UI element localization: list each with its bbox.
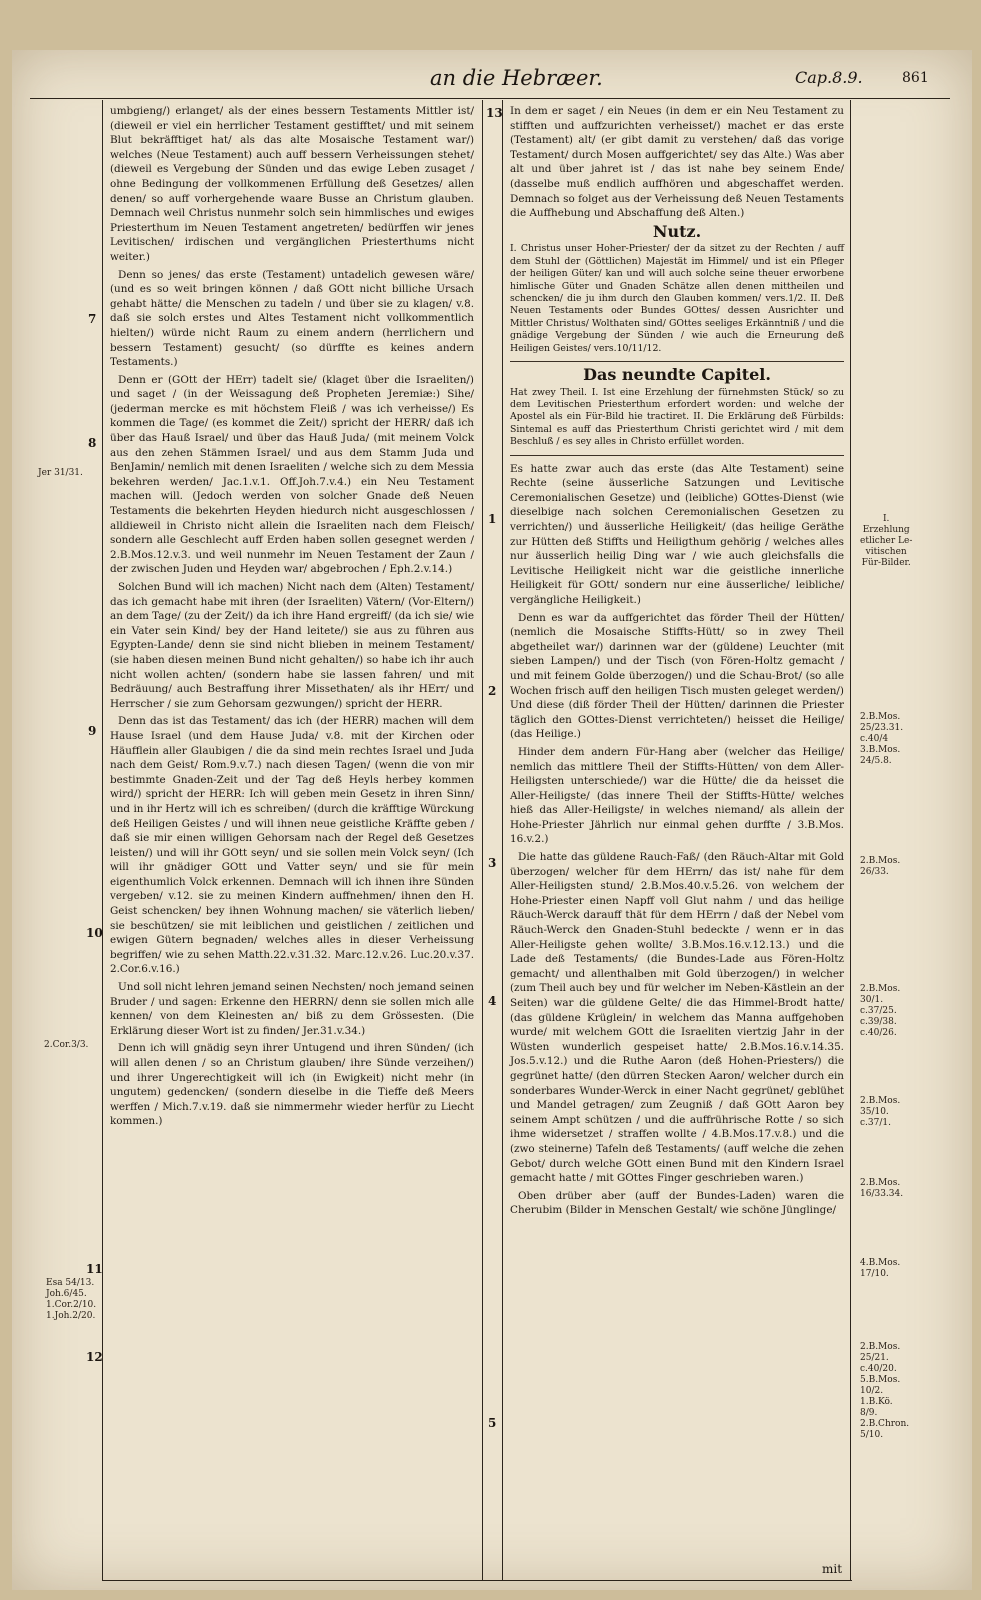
verse-number: 3 <box>488 856 497 870</box>
right-text-column <box>510 104 844 1221</box>
bottom-rule <box>102 1580 852 1581</box>
verse-text: Denn er (GOtt der HErr) tadelt sie/ (klaget über die Israeliten/) und saget / (in der Weissagung deß Propheten Jeremiæ:) Sihe/ (jederman mercke es mit höchstem Fleiß / was ich verheisse/) Es kommen die Tage/ (es kommet die Zeit/) spricht der HERR/ daß ich über das Hauß Israel/ und über das Hauß Juda/ (mit meinem Volck aus den zehen Stämmen Israel/ und aus dem Stamm Juda und BenJamin/ nemlich mit denen Israeliten / welche sich zu dem Messia bekehren werden/ Jac.1.v.1. Off.Joh.7.v.4.) ein Neu Testament machen will. (Jedoch werden von solcher Gnade deß Neuen Testaments die bekehrten Heyden hiedurch nicht ausgeschlossen / alldieweil in Christo nicht allein die Israeliten nach dem Fleisch/ sondern alle Geschlecht auff Erden haben sollen gesegnet werden / 2.B.Mos.12.v.3. und weil nunmehr im Neuen Testament der Zaun / der zwischen Juden und Heyden war/ abgebrochen / Eph.2.v.14.) <box>110 373 474 576</box>
verse-number: 4 <box>488 994 497 1008</box>
margin-reference: 4.B.Mos. 17/10. <box>860 1258 901 1279</box>
chapter-indicator: Cap.8.9. <box>795 68 863 87</box>
verse-text: Oben drüber aber (auff der Bundes-Laden) waren die Cherubim (Bilder in Menschen Gestalt/ wie schöne Jünglinge/ <box>510 1189 844 1217</box>
verse-number: 7 <box>88 312 97 326</box>
verse-text: Denn ich will gnädig seyn ihrer Untugend und ihren Sünden/ (ich will allen denen / so an Christum glauben/ ihre Sünde verzeihen/) und ihrer Ungerechtigkeit will ich (in Ewigkeit) nicht mehr (in ungutem) gedencken/ (sondern dieselbe in die Tieffe deß Meers werffen / Mich.7.v.19. daß sie nimmermehr wieder herfür zu Liecht kommen.) <box>110 1042 474 1128</box>
page-number: 861 <box>902 70 929 86</box>
verse-number: 12 <box>86 1350 103 1364</box>
margin-reference: I. Erzehlung etlicher Le- vitischen Für-Bilder. <box>860 514 913 568</box>
verse-text: Es hatte zwar auch das erste (das Alte Testament) seine Rechte (seine äusserliche Satzungen und Levitische Ceremonialischen Gesetze) und (leibliche) GOttes-Dienst (wie dieselbige nach solchen Ceremonialischen Gesetzen zu verrichten/) und äusserliche Heiligkeit/ (das heilige Geräthe zur Hütten deß Stiffts und Heiligthum gehörig / welches alles nur äusserlich heilig Ding war / wie auch gleichsfalls die Levitische Heiligkeit nicht war die geistliche innerliche Heiligkeit für GOtt/ sondern nur eine äusserliche/ leibliche/ vergängliche Heiligkeit.) <box>510 462 844 606</box>
verse-text: umbgieng/) erlanget/ als der eines bessern Testaments Mittler ist/ (dieweil er viel ein herrlicher Testament gestifftet/ und mit seinem Blut bekräfftiget hat/ als das alte Mosaische Testament war/) welches (Neue Testament) auch auff bessern Verheissungen stehet/ (dieweil es Vergebung der Sünden und das ewige Leben zusaget / ohne Bedingung der vollkommenen Erfüllung deß Gesetzes/ allen denen/ so auff vorhergehende waare Busse an Christum glauben. Demnach weil Christus nunmehr solch sein himmlisches und ewiges Priesterthum im Neuen Testament angetreten/ bedürffen wir jenes Levitischen/ irdischen und vergänglichen Priesterthums nicht weiter.) <box>110 105 474 263</box>
verse-text: Denn so jenes/ das erste (Testament) untadelich gewesen wäre/ (und es so weit bringen können / daß GOtt nicht billiche Ursach gehabt hätte/ die Menschen zu tadeln / und über sie zu klagen/ v.8. daß sie solch erstes und Altes Testament nicht vollkommentlich hielten/) würde nicht Raum zu einem andern (herrlichern und bessern Testament) gesucht/ (so dürffte es keines andern Testaments.) <box>110 268 474 369</box>
verse-text: Denn es war da auffgerichtet das förder Theil der Hütten/ (nemlich die Mosaische Stiffts-Hütt/ so in zwey Theil abgetheilet war/) darinnen war der (güldene) Leuchter (mit sieben Lampen/) und der Tisch (von Fören-Holtz gemacht / und mit feinem Golde überzogen/) und die Schau-Brot/ (so alle Wochen frisch auff den heiligen Tisch musten geleget werden/) Und diese (diß förder Theil der Hütten/ darinnen die Priester täglich den GOttes-Dienst verrichteten/) heisset die Heilige/ (das Heilige.) <box>510 611 844 741</box>
chapter-summary: Hat zwey Theil. I. Ist eine Erzehlung der fürnehmsten Stück/ so zu dem Levitischen Priesterthum erfordert worden: und welche der Apostel als ein Für-Bild hie tractiret. II. Die Erklärung deß Fürbilds: Sintemal es auff das Priesterthum Christi gerichtet wird / mit dem Beschluß / es sey alles in Christo erfüllet worden. <box>510 386 844 448</box>
margin-reference: Jer 31/31. <box>38 468 83 478</box>
left-text-column <box>110 104 474 1132</box>
verse-text: In dem er saget / ein Neues (in dem er ein Neu Testament zu stifften und auffzurichten verheisset/) machet er das erste (Testament) alt/ (er gibt damit zu verstehen/ daß das vorige Testament/ durch Mosen auffgerichtet/ sey das Alte.) Was aber alt und über jahret ist / das ist nahe bey seinem Ende/ (dasselbe muß endlich auffhören und abgeschaffet werden. Demnach so folget aus der Verheissung deß Neuen Testaments die Auffhebung und Abschaffung deß Alten.) <box>510 105 844 220</box>
verse-number: 11 <box>86 1262 103 1276</box>
margin-reference: 2.B.Mos. 26/33. <box>860 856 901 877</box>
verse-number: 13 <box>486 106 503 120</box>
right-margin-rule <box>850 100 851 1580</box>
verse-number: 8 <box>88 436 97 450</box>
nutz-text: I. Christus unser Hoher-Priester/ der da sitzet zu der Rechten / auff dem Stuhl der (Göttlichen) Majestät im Himmel/ und ist ein Pfleger der heiligen Güter/ kan und will auch solche seine theuer erworbene himlische Güter und Gnaden Schätze allen denen mittheilen und schencken/ die ju ihm durch den Glauben kommen/ vers.1/2. II. Deß Neuen Testaments oder Bundes GOttes/ dessen Ausrichter und Mittler Christus/ Wolthaten sind/ GOttes seeliges Erkänntniß / und die gnädige Vergebung der Sünden / wie auch die Erneurung deß Heiligen Geistes/ vers.10/11/12. <box>510 243 844 354</box>
left-verse-rule <box>482 100 483 1580</box>
running-title: an die Hebræer. <box>430 66 603 90</box>
margin-reference: 2.Cor.3/3. <box>44 1040 89 1050</box>
running-head <box>30 64 950 99</box>
verse-text: Solchen Bund will ich machen) Nicht nach dem (Alten) Testament/ das ich gemacht habe mit ihren (der Israeliten) Vätern/ (Vor-Eltern/) an dem Tage/ (zu der Zeit/) da ich ihre Hand ergreiff/ (da ich sie/ wie ein Vater sein Kind/ bey der Hand leitete/) sie aus zu führen aus Egypten-Lande/ denn sie sind nicht blieben in meinem Testament/ (sie haben diesen meinen Bund nicht gehalten/) so habe ich ihr auch nicht wollen achten/ (sondern habe sie lassen fahren/ und mit Bedräuung/ auch Bestraffung ihrer Missethaten/ als ihr HErr/ und Herrscher / sie zum Gehorsam gezwungen/) spricht der HERR. <box>110 581 474 710</box>
catchword: mit <box>822 1562 843 1576</box>
margin-reference: 2.B.Mos. 16/33.34. <box>860 1178 904 1199</box>
verse-number: 5 <box>488 1416 497 1430</box>
section-divider <box>510 361 844 362</box>
verse-number: 10 <box>86 926 103 940</box>
verse-text: Und soll nicht lehren jemand seinen Nechsten/ noch jemand seinen Bruder / und sagen: Erkenne den HERRN/ denn sie sollen mich alle kennen/ von dem Kleinesten an/ biß zu dem Grössesten. (Die Erklärung dieser Wort ist zu finden/ Jer.31.v.34.) <box>110 981 474 1037</box>
margin-reference: 2.B.Mos. 25/23.31. c.40/4 3.B.Mos. 24/5.8. <box>860 712 904 766</box>
margin-reference: 2.B.Mos. 35/10. c.37/1. <box>860 1096 901 1128</box>
verse-number: 2 <box>488 684 497 698</box>
right-verse-rule <box>502 100 503 1580</box>
margin-reference: Esa 54/13. Joh.6/45. 1.Cor.2/10. 1.Joh.2/20. <box>46 1278 97 1321</box>
verse-number: 9 <box>88 724 97 738</box>
verse-text: Die hatte das güldene Rauch-Faß/ (den Räuch-Altar mit Gold überzogen/ welcher für dem HErrn/ das ist/ nahe für dem Aller-Heiligsten stund/ 2.B.Mos.40.v.5.26. von welchem der Hohe-Priester einen Napff voll Glut nahm / und das heilige Räuch-Werck darauff thät für dem HErrn / daß der Nebel vom Räuch-Werck den Gnaden-Stuhl bedeckte / wenn er in das Aller-Heiligste gehen wollte/ 3.B.Mos.16.v.12.13.) und die Lade deß Testaments/ (die Bundes-Lade aus Fören-Holtz gemacht/ und allenthalben mit Gold überzogen/) in welcher (zum Theil auch bey und für welcher im Neben-Kästlein an der Seiten) war die güldene Gelte/ die das Himmel-Brodt hatte/ (das güldene Krüglein/ in welchem das Manna auffgehoben wurde/ mit welchem GOtt die Israeliten viertzig Jahr in der Wüsten wunderlich gespeiset hatte/ 2.B.Mos.16.v.14.35. Jos.5.v.12.) und die Ruthe Aaron (deß Hohen-Priesters/) die gegrünet hatte/ (den dürren Stecken Aaron/ welcher durch ein sonderbares Wunder-Werck in einer Nacht gegrünet/ geblühet und Mandel getragen/ zum Zeugniß / daß GOtt Aaron bey seinem Ampt schützen / und die auffrührische Rotte / so sich ihme widersetzet / straffen wollte / 4.B.Mos.17.v.8.) und die (zwo steinerne) Tafeln deß Testaments/ (auff welche die zehen Gebot/ durch welche GOtt einen Bund mit den Kindern Israel gemacht hatte / mit GOttes Finger geschrieben waren.) <box>510 851 844 1185</box>
verse-number: 1 <box>488 512 497 526</box>
margin-reference: 2.B.Mos. 30/1. c.37/25. c.39/38. c.40/26. <box>860 984 901 1038</box>
verse-text: Denn das ist das Testament/ das ich (der HERR) machen will dem Hause Israel (und dem Hause Juda/ v.8. mit der Kirchen oder Häufflein aller Glaubigen / die da sind mein rechtes Israel und Juda nach dem Geist/ Rom.9.v.7.) nach diesen Tagen/ (wenn die von mir bestimmte Gnaden-Zeit und der Tag deß Heyls herbey kommen wird/) spricht der HERR: Ich will geben mein Gesetz in ihren Sinn/ und in ihr Hertz will ich es schreiben/ (durch die kräfftige Würckung deß Heiligen Geistes / und will ihnen neue geistliche Kräffte geben / daß sie mir einen willigen Gehorsam nach der Regel deß Gesetzes leisten/) und will ihr GOtt seyn/ und sie sollen mein Volck seyn/ (Ich will ihr gnädiger GOtt und Vatter seyn/ und sie für mein eigenthumlich Volck erkennen. Demnach will ich ihnen ihre Sünden vergeben/ v.12. sie zu meinen Kindern auffnehmen/ ihnen den H. Geist schencken/ bey ihnen Wohnung machen/ sie väterlich lieben/ sie beschützen/ sie mit leiblichen und geistlichen / zeitlichen und ewigen Gütern begnaden/ welches alles in dieser Verheissung begriffen/ wie zu sehen Matth.22.v.31.32. Marc.12.v.26. Luc.20.v.37. 2.Cor.6.v.16.) <box>110 715 474 976</box>
margin-reference: 2.B.Mos. 25/21. c.40/20. 5.B.Mos. 10/2. 1.B.Kö. 8/9. 2.B.Chron. 5/10. <box>860 1342 910 1440</box>
verse-text: Hinder dem andern Für-Hang aber (welcher das Heilige/ nemlich das mittlere Theil der Stiffts-Hütten/ von dem Aller-Heiligsten unterschiede/) war die Hütte/ die da heisset die Aller-Heiligste/ (das innere Theil der Stiffts-Hütte/ welches hieß das Aller-Heiligste/ in welches niemand/ als allein der Hohe-Priester Jährlich nur einmal gehen durffte / 3.B.Mos. 16.v.2.) <box>510 745 844 846</box>
nutz-heading: Nutz. <box>652 221 702 241</box>
book-page <box>12 50 972 1590</box>
chapter-heading: Das neundte Capitel. <box>583 365 771 384</box>
section-divider <box>510 455 844 456</box>
